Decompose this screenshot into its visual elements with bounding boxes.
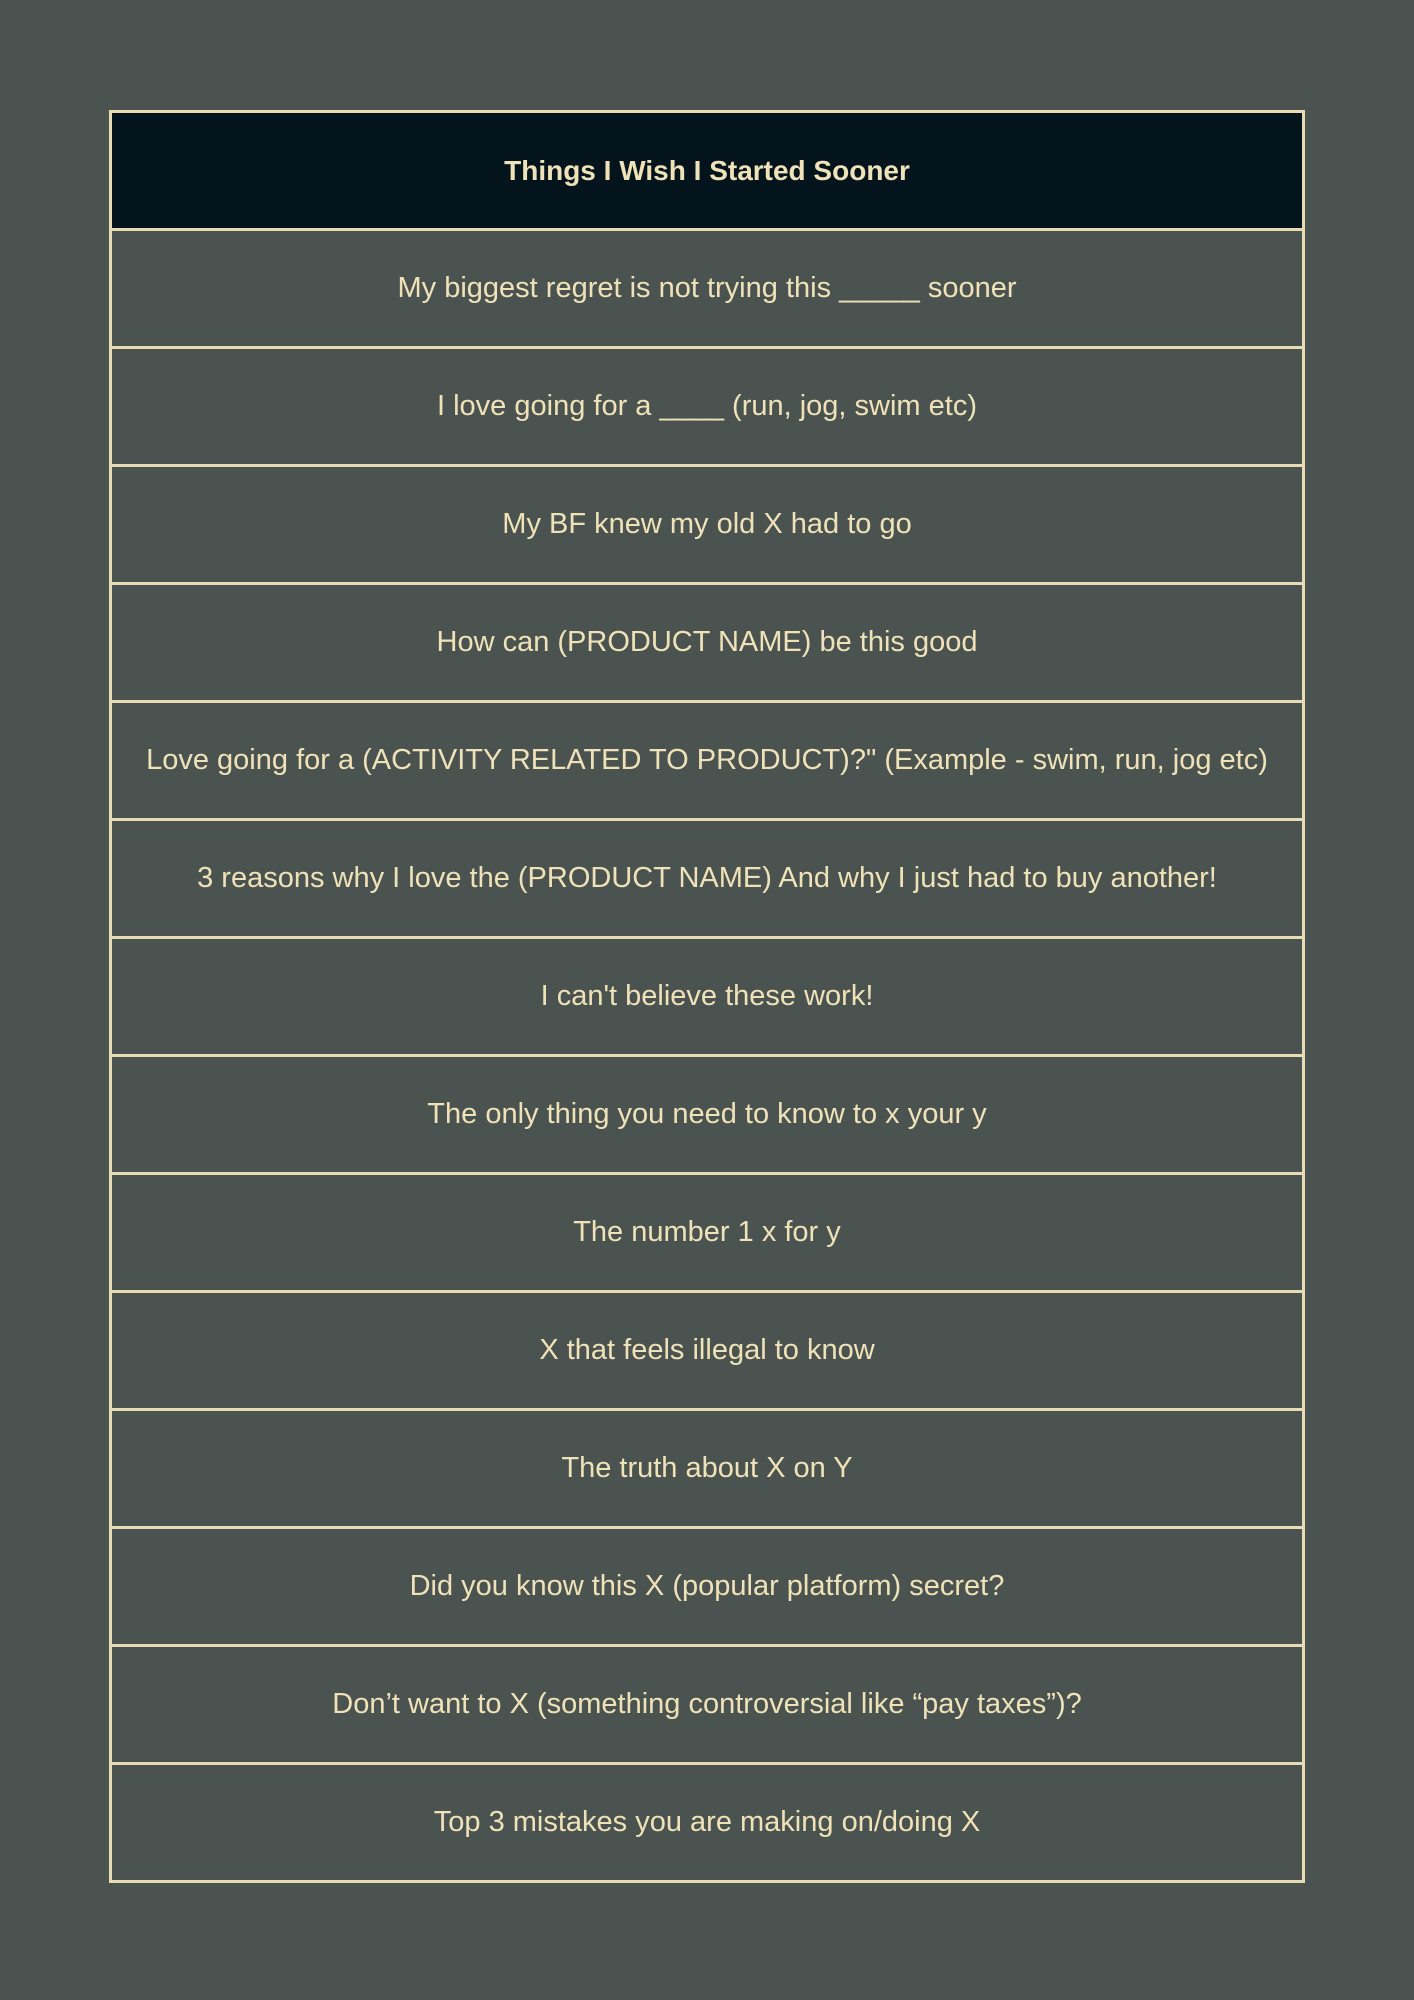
table-row: The number 1 x for y	[112, 1175, 1302, 1293]
table-row: The only thing you need to know to x your y	[112, 1057, 1302, 1175]
table-row: 3 reasons why I love the (PRODUCT NAME) And why I just had to buy another!	[112, 821, 1302, 939]
table-row: My BF knew my old X had to go	[112, 467, 1302, 585]
table-row: How can (PRODUCT NAME) be this good	[112, 585, 1302, 703]
table-row: Don’t want to X (something controversial like “pay taxes”)?	[112, 1647, 1302, 1765]
table-row: I love going for a ____ (run, jog, swim etc)	[112, 349, 1302, 467]
table-row: Did you know this X (popular platform) secret?	[112, 1529, 1302, 1647]
hooks-table	[109, 110, 1305, 1883]
table-row: I can't believe these work!	[112, 939, 1302, 1057]
table-row: My biggest regret is not trying this _____ sooner	[112, 231, 1302, 349]
table-row: Top 3 mistakes you are making on/doing X	[433, 1806, 981, 1838]
table-header: Things I Wish I Started Sooner	[112, 113, 1302, 231]
table-row: X that feels illegal to know	[112, 1293, 1302, 1411]
table-row: Love going for a (ACTIVITY RELATED TO PRODUCT)?" (Example - swim, run, jog etc)	[112, 703, 1302, 821]
table-row: The truth about X on Y	[112, 1411, 1302, 1529]
